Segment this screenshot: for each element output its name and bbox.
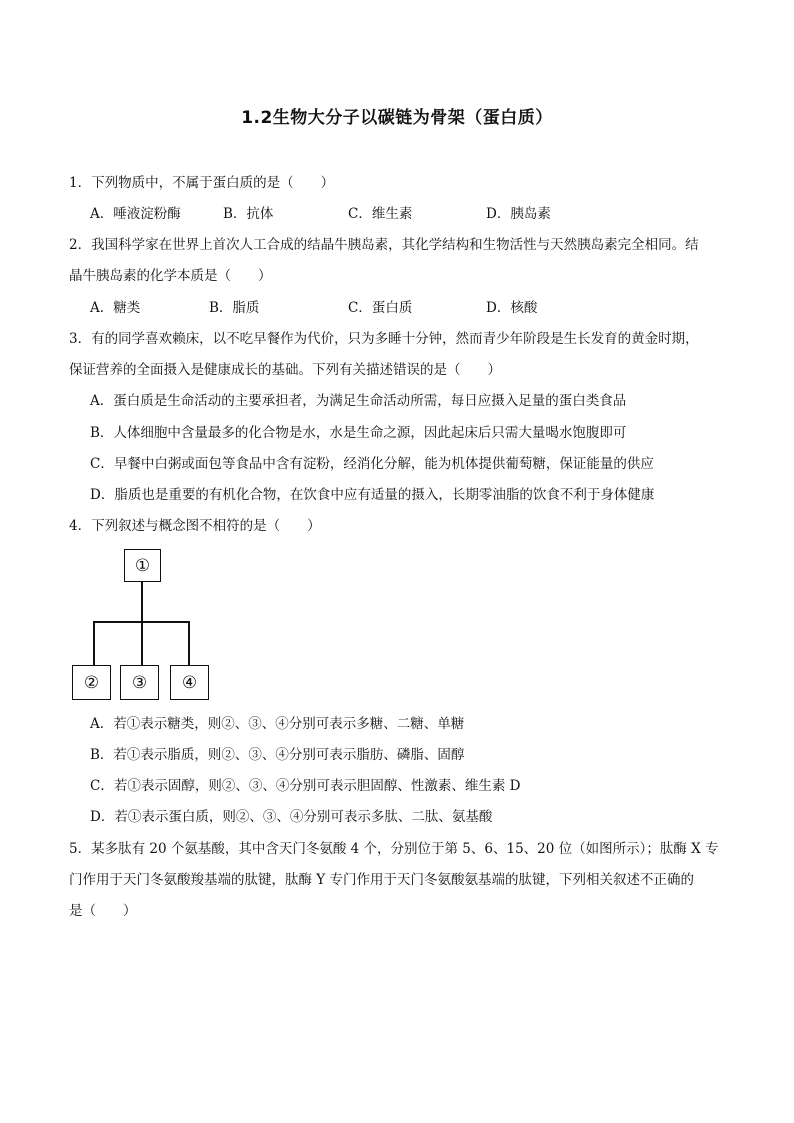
question-5-stem-line-2: 门作用于天门冬氨酸羧基端的肽键，肽酶 Y 专门作用于天门冬氨酸氨基端的肽键，下列相关叙述不正确的 — [69, 872, 694, 888]
question-2-option-d: D．核酸 — [486, 300, 538, 316]
question-1-option-c: C．维生素 — [348, 206, 413, 222]
question-1-option-b: B．抗体 — [223, 206, 274, 222]
page-title: 1.2生物大分子以碳链为骨架（蛋白质） — [241, 108, 553, 128]
connector-right — [188, 621, 190, 665]
question-3-option-c: C．早餐中白粥或面包等食品中含有淀粉，经消化分解，能为机体提供葡萄糖，保证能量的供应 — [90, 456, 654, 472]
concept-box-middle: ③ — [120, 665, 159, 700]
question-1-stem: 1．下列物质中，不属于蛋白质的是（ ） — [69, 175, 335, 191]
concept-box-top: ① — [124, 549, 161, 582]
concept-box-left: ② — [72, 665, 111, 700]
question-2-option-a: A．糖类 — [90, 300, 141, 316]
question-1-option-a: A．唾液淀粉酶 — [90, 206, 181, 222]
question-2-option-c: C．蛋白质 — [348, 300, 413, 316]
question-5-stem-line-3: 是（ ） — [69, 903, 137, 919]
question-1-option-d: D．胰岛素 — [486, 206, 551, 222]
question-4-option-b: B．若①表示脂质，则②、③、④分别可表示脂肪、磷脂、固醇 — [90, 747, 465, 763]
question-5-stem-line-1: 5．某多肽有 20 个氨基酸，其中含天门冬氨酸 4 个，分别位于第 5、6、15、20 位（如图所示）；肽酶 X 专 — [69, 841, 719, 857]
concept-box-right: ④ — [170, 665, 209, 700]
question-3-option-a: A．蛋白质是生命活动的主要承担者，为满足生命活动所需，每日应摄入足量的蛋白类食品 — [90, 393, 627, 409]
question-4-option-c: C．若①表示固醇，则②、③、④分别可表示胆固醇、性激素、维生素 D — [90, 778, 521, 794]
question-3-option-d: D．脂质也是重要的有机化合物，在饮食中应有适量的摄入，长期零油脂的饮食不利于身体健康 — [90, 487, 655, 503]
connector-left — [93, 621, 95, 665]
connector-middle — [141, 621, 143, 665]
question-3-stem-line-2: 保证营养的全面摄入是健康成长的基础。下列有关描述错误的是（ ） — [69, 362, 501, 378]
question-4-option-d: D．若①表示蛋白质，则②、③、④分别可表示多肽、二肽、氨基酸 — [90, 809, 493, 825]
connector-vertical-top — [141, 582, 143, 622]
question-3-stem-line-1: 3．有的同学喜欢赖床，以不吃早餐作为代价，只为多睡十分钟，然而青少年阶段是生长发育的黄金时期， — [69, 331, 699, 347]
question-4-stem: 4．下列叙述与概念图不相符的是（ ） — [69, 518, 321, 534]
question-3-option-b: B．人体细胞中含量最多的化合物是水，水是生命之源，因此起床后只需大量喝水饱腹即可 — [90, 425, 627, 441]
question-2-stem-line-2: 晶牛胰岛素的化学本质是（ ） — [69, 268, 272, 284]
question-2-option-b: B．脂质 — [209, 300, 260, 316]
question-2-stem-line-1: 2．我国科学家在世界上首次人工合成的结晶牛胰岛素，其化学结构和生物活性与天然胰岛素完全相同。结 — [69, 237, 699, 253]
question-4-option-a: A．若①表示糖类，则②、③、④分别可表示多糖、二糖、单糖 — [90, 716, 465, 732]
